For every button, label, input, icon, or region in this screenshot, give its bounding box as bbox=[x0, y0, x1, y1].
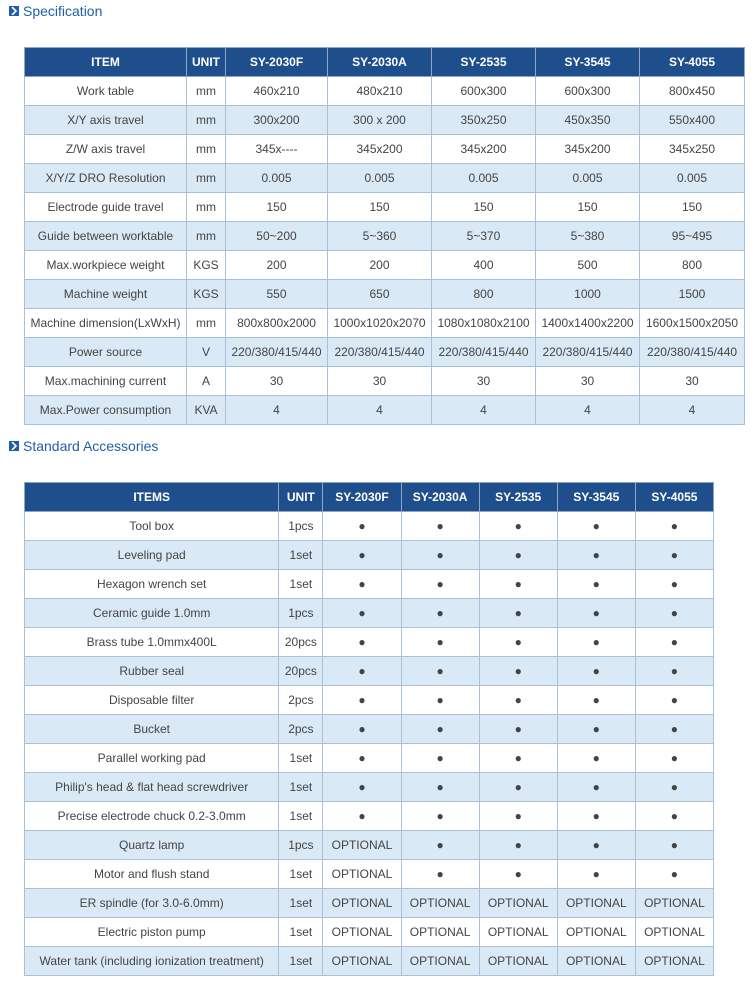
table-header-row bbox=[25, 483, 714, 512]
row-label-cell: Philip's head & flat head screwdriver bbox=[25, 773, 279, 802]
value-cell: ● bbox=[323, 628, 401, 657]
value-cell: 480x210 bbox=[328, 77, 432, 106]
row-label-cell: Max.workpiece weight bbox=[25, 251, 187, 280]
value-cell: 5~380 bbox=[536, 222, 640, 251]
value-cell: OPTIONAL bbox=[479, 918, 557, 947]
value-cell: OPTIONAL bbox=[479, 889, 557, 918]
value-cell: ● bbox=[557, 744, 635, 773]
value-cell: ● bbox=[557, 512, 635, 541]
column-header: ITEMS bbox=[25, 483, 279, 512]
unit-cell: mm bbox=[187, 77, 226, 106]
value-cell: 0.005 bbox=[536, 164, 640, 193]
value-cell: ● bbox=[479, 599, 557, 628]
value-cell: 5~370 bbox=[432, 222, 536, 251]
column-header: UNIT bbox=[187, 48, 226, 77]
value-cell: ● bbox=[479, 686, 557, 715]
value-cell: ● bbox=[557, 802, 635, 831]
value-cell: 30 bbox=[328, 367, 432, 396]
value-cell: ● bbox=[557, 773, 635, 802]
value-cell: ● bbox=[557, 570, 635, 599]
column-header: SY-2030F bbox=[226, 48, 328, 77]
unit-cell: mm bbox=[187, 135, 226, 164]
unit-cell: 1set bbox=[279, 802, 323, 831]
table-row bbox=[25, 164, 745, 193]
value-cell: 800x450 bbox=[640, 77, 745, 106]
unit-cell: KGS bbox=[187, 280, 226, 309]
value-cell: 650 bbox=[328, 280, 432, 309]
value-cell: ● bbox=[323, 599, 401, 628]
unit-cell: 1pcs bbox=[279, 599, 323, 628]
value-cell: 30 bbox=[226, 367, 328, 396]
value-cell: ● bbox=[557, 860, 635, 889]
table-row bbox=[25, 686, 714, 715]
value-cell: OPTIONAL bbox=[557, 947, 635, 976]
row-label-cell: Max.Power consumption bbox=[25, 396, 187, 425]
value-cell: ● bbox=[479, 715, 557, 744]
value-cell: 4 bbox=[226, 396, 328, 425]
value-cell: ● bbox=[557, 541, 635, 570]
value-cell: 345x200 bbox=[328, 135, 432, 164]
value-cell: 350x250 bbox=[432, 106, 536, 135]
value-cell: 1600x1500x2050 bbox=[640, 309, 745, 338]
value-cell: 800 bbox=[640, 251, 745, 280]
value-cell: ● bbox=[635, 860, 713, 889]
value-cell: 300x200 bbox=[226, 106, 328, 135]
value-cell: ● bbox=[323, 744, 401, 773]
value-cell: 220/380/415/440 bbox=[226, 338, 328, 367]
value-cell: ● bbox=[479, 773, 557, 802]
value-cell: 1080x1080x2100 bbox=[432, 309, 536, 338]
row-label-cell: Disposable filter bbox=[25, 686, 279, 715]
value-cell: OPTIONAL bbox=[557, 889, 635, 918]
table-row bbox=[25, 396, 745, 425]
value-cell: ● bbox=[479, 628, 557, 657]
value-cell: 1500 bbox=[640, 280, 745, 309]
table-row bbox=[25, 541, 714, 570]
value-cell: ● bbox=[635, 831, 713, 860]
row-label-cell: Max.machining current bbox=[25, 367, 187, 396]
row-label-cell: Machine dimension(LxWxH) bbox=[25, 309, 187, 338]
unit-cell: mm bbox=[187, 309, 226, 338]
row-label-cell: Brass tube 1.0mmx400L bbox=[25, 628, 279, 657]
row-label-cell: Tool box bbox=[25, 512, 279, 541]
chevron-right-icon bbox=[9, 6, 19, 16]
value-cell: ● bbox=[401, 541, 479, 570]
value-cell: 50~200 bbox=[226, 222, 328, 251]
specification-table bbox=[24, 47, 745, 425]
value-cell: OPTIONAL bbox=[479, 947, 557, 976]
table-row bbox=[25, 251, 745, 280]
table-row bbox=[25, 367, 745, 396]
value-cell: 150 bbox=[328, 193, 432, 222]
value-cell: 150 bbox=[432, 193, 536, 222]
value-cell: 30 bbox=[432, 367, 536, 396]
row-label-cell: Precise electrode chuck 0.2-3.0mm bbox=[25, 802, 279, 831]
value-cell: ● bbox=[635, 773, 713, 802]
value-cell: ● bbox=[479, 802, 557, 831]
unit-cell: 1set bbox=[279, 918, 323, 947]
value-cell: 150 bbox=[536, 193, 640, 222]
row-label-cell: Guide between worktable bbox=[25, 222, 187, 251]
value-cell: OPTIONAL bbox=[323, 947, 401, 976]
value-cell: ● bbox=[323, 657, 401, 686]
value-cell: ● bbox=[401, 744, 479, 773]
value-cell: ● bbox=[635, 628, 713, 657]
value-cell: OPTIONAL bbox=[635, 947, 713, 976]
row-label-cell: X/Y axis travel bbox=[25, 106, 187, 135]
value-cell: 150 bbox=[640, 193, 745, 222]
value-cell: 150 bbox=[226, 193, 328, 222]
unit-cell: V bbox=[187, 338, 226, 367]
value-cell: ● bbox=[401, 599, 479, 628]
unit-cell: 1pcs bbox=[279, 831, 323, 860]
row-label-cell: Parallel working pad bbox=[25, 744, 279, 773]
table-row bbox=[25, 889, 714, 918]
value-cell: ● bbox=[479, 570, 557, 599]
unit-cell: 20pcs bbox=[279, 628, 323, 657]
value-cell: ● bbox=[635, 512, 713, 541]
value-cell: ● bbox=[401, 831, 479, 860]
value-cell: 0.005 bbox=[640, 164, 745, 193]
table-header-row bbox=[25, 48, 745, 77]
value-cell: ● bbox=[635, 657, 713, 686]
table-row bbox=[25, 802, 714, 831]
value-cell: ● bbox=[323, 773, 401, 802]
value-cell: 0.005 bbox=[328, 164, 432, 193]
value-cell: 800 bbox=[432, 280, 536, 309]
column-header: SY-3545 bbox=[536, 48, 640, 77]
table-row bbox=[25, 106, 745, 135]
row-label-cell: Work table bbox=[25, 77, 187, 106]
value-cell: 500 bbox=[536, 251, 640, 280]
value-cell: OPTIONAL bbox=[635, 889, 713, 918]
unit-cell: 2pcs bbox=[279, 686, 323, 715]
column-header: SY-2535 bbox=[432, 48, 536, 77]
column-header: SY-2030A bbox=[328, 48, 432, 77]
value-cell: 450x350 bbox=[536, 106, 640, 135]
value-cell: 220/380/415/440 bbox=[432, 338, 536, 367]
table-row bbox=[25, 338, 745, 367]
row-label-cell: Power source bbox=[25, 338, 187, 367]
value-cell: 5~360 bbox=[328, 222, 432, 251]
value-cell: OPTIONAL bbox=[323, 860, 401, 889]
table-row bbox=[25, 222, 745, 251]
value-cell: 220/380/415/440 bbox=[536, 338, 640, 367]
row-label-cell: X/Y/Z DRO Resolution bbox=[25, 164, 187, 193]
unit-cell: 1set bbox=[279, 773, 323, 802]
value-cell: ● bbox=[635, 744, 713, 773]
table-row bbox=[25, 947, 714, 976]
chevron-right-icon bbox=[9, 441, 19, 451]
table-row bbox=[25, 628, 714, 657]
unit-cell: 1set bbox=[279, 860, 323, 889]
row-label-cell: Bucket bbox=[25, 715, 279, 744]
value-cell: ● bbox=[401, 628, 479, 657]
unit-cell: 1pcs bbox=[279, 512, 323, 541]
table-row bbox=[25, 860, 714, 889]
value-cell: ● bbox=[635, 715, 713, 744]
unit-cell: mm bbox=[187, 222, 226, 251]
specification-title: Specification bbox=[23, 3, 103, 19]
value-cell: 400 bbox=[432, 251, 536, 280]
row-label-cell: Machine weight bbox=[25, 280, 187, 309]
table-row bbox=[25, 570, 714, 599]
value-cell: OPTIONAL bbox=[323, 889, 401, 918]
value-cell: ● bbox=[557, 599, 635, 628]
value-cell: OPTIONAL bbox=[401, 947, 479, 976]
value-cell: 30 bbox=[536, 367, 640, 396]
value-cell: 460x210 bbox=[226, 77, 328, 106]
row-label-cell: Quartz lamp bbox=[25, 831, 279, 860]
value-cell: 1000 bbox=[536, 280, 640, 309]
value-cell: 220/380/415/440 bbox=[328, 338, 432, 367]
value-cell: ● bbox=[323, 541, 401, 570]
value-cell: ● bbox=[401, 860, 479, 889]
column-header: UNIT bbox=[279, 483, 323, 512]
value-cell: ● bbox=[635, 570, 713, 599]
unit-cell: 2pcs bbox=[279, 715, 323, 744]
value-cell: ● bbox=[479, 512, 557, 541]
accessories-title: Standard Accessories bbox=[23, 438, 159, 454]
value-cell: ● bbox=[557, 628, 635, 657]
unit-cell: 1set bbox=[279, 570, 323, 599]
value-cell: 4 bbox=[536, 396, 640, 425]
value-cell: 200 bbox=[328, 251, 432, 280]
value-cell: ● bbox=[323, 802, 401, 831]
value-cell: 30 bbox=[640, 367, 745, 396]
value-cell: ● bbox=[401, 715, 479, 744]
value-cell: 600x300 bbox=[432, 77, 536, 106]
column-header: SY-2030F bbox=[323, 483, 401, 512]
table-row bbox=[25, 715, 714, 744]
value-cell: 345x---- bbox=[226, 135, 328, 164]
table-row bbox=[25, 744, 714, 773]
value-cell: 200 bbox=[226, 251, 328, 280]
row-label-cell: Electric piston pump bbox=[25, 918, 279, 947]
table-row bbox=[25, 77, 745, 106]
row-label-cell: Water tank (including ionization treatment) bbox=[25, 947, 279, 976]
column-header: SY-3545 bbox=[557, 483, 635, 512]
unit-cell: 1set bbox=[279, 889, 323, 918]
value-cell: 345x200 bbox=[536, 135, 640, 164]
value-cell: ● bbox=[323, 570, 401, 599]
value-cell: ● bbox=[401, 773, 479, 802]
value-cell: ● bbox=[557, 715, 635, 744]
table-row bbox=[25, 918, 714, 947]
value-cell: ● bbox=[401, 686, 479, 715]
row-label-cell: Rubber seal bbox=[25, 657, 279, 686]
table-row bbox=[25, 831, 714, 860]
value-cell: 300 x 200 bbox=[328, 106, 432, 135]
value-cell: 600x300 bbox=[536, 77, 640, 106]
value-cell: 4 bbox=[432, 396, 536, 425]
value-cell: OPTIONAL bbox=[401, 918, 479, 947]
specification-heading bbox=[9, 3, 102, 19]
accessories-heading bbox=[9, 438, 158, 454]
value-cell: ● bbox=[635, 599, 713, 628]
value-cell: ● bbox=[401, 570, 479, 599]
value-cell: 800x800x2000 bbox=[226, 309, 328, 338]
column-header: ITEM bbox=[25, 48, 187, 77]
unit-cell: 1set bbox=[279, 744, 323, 773]
value-cell: ● bbox=[557, 686, 635, 715]
value-cell: OPTIONAL bbox=[401, 889, 479, 918]
unit-cell: A bbox=[187, 367, 226, 396]
column-header: SY-2535 bbox=[479, 483, 557, 512]
value-cell: ● bbox=[635, 541, 713, 570]
value-cell: OPTIONAL bbox=[635, 918, 713, 947]
value-cell: ● bbox=[635, 686, 713, 715]
value-cell: ● bbox=[401, 802, 479, 831]
value-cell: 4 bbox=[640, 396, 745, 425]
value-cell: ● bbox=[557, 831, 635, 860]
unit-cell: 1set bbox=[279, 947, 323, 976]
table-row bbox=[25, 280, 745, 309]
row-label-cell: Electrode guide travel bbox=[25, 193, 187, 222]
value-cell: OPTIONAL bbox=[557, 918, 635, 947]
value-cell: ● bbox=[557, 657, 635, 686]
value-cell: 4 bbox=[328, 396, 432, 425]
value-cell: ● bbox=[401, 512, 479, 541]
row-label-cell: ER spindle (for 3.0-6.0mm) bbox=[25, 889, 279, 918]
table-row bbox=[25, 657, 714, 686]
table-row bbox=[25, 193, 745, 222]
row-label-cell: Motor and flush stand bbox=[25, 860, 279, 889]
value-cell: ● bbox=[323, 512, 401, 541]
column-header: SY-2030A bbox=[401, 483, 479, 512]
value-cell: ● bbox=[323, 686, 401, 715]
unit-cell: mm bbox=[187, 193, 226, 222]
value-cell: OPTIONAL bbox=[323, 918, 401, 947]
value-cell: 0.005 bbox=[432, 164, 536, 193]
table-row bbox=[25, 135, 745, 164]
row-label-cell: Hexagon wrench set bbox=[25, 570, 279, 599]
value-cell: ● bbox=[479, 657, 557, 686]
row-label-cell: Ceramic guide 1.0mm bbox=[25, 599, 279, 628]
unit-cell: KGS bbox=[187, 251, 226, 280]
value-cell: 1400x1400x2200 bbox=[536, 309, 640, 338]
value-cell: 1000x1020x2070 bbox=[328, 309, 432, 338]
value-cell: ● bbox=[323, 715, 401, 744]
value-cell: 220/380/415/440 bbox=[640, 338, 745, 367]
value-cell: ● bbox=[635, 802, 713, 831]
value-cell: ● bbox=[479, 831, 557, 860]
value-cell: ● bbox=[479, 744, 557, 773]
value-cell: 550x400 bbox=[640, 106, 745, 135]
row-label-cell: Leveling pad bbox=[25, 541, 279, 570]
value-cell: 0.005 bbox=[226, 164, 328, 193]
value-cell: ● bbox=[479, 541, 557, 570]
value-cell: OPTIONAL bbox=[323, 831, 401, 860]
table-row bbox=[25, 512, 714, 541]
value-cell: 95~495 bbox=[640, 222, 745, 251]
row-label-cell: Z/W axis travel bbox=[25, 135, 187, 164]
unit-cell: KVA bbox=[187, 396, 226, 425]
value-cell: ● bbox=[401, 657, 479, 686]
table-row bbox=[25, 309, 745, 338]
table-row bbox=[25, 599, 714, 628]
column-header: SY-4055 bbox=[635, 483, 713, 512]
value-cell: ● bbox=[479, 860, 557, 889]
unit-cell: 20pcs bbox=[279, 657, 323, 686]
table-row bbox=[25, 773, 714, 802]
value-cell: 345x200 bbox=[432, 135, 536, 164]
value-cell: 550 bbox=[226, 280, 328, 309]
accessories-table bbox=[24, 482, 714, 976]
value-cell: 345x250 bbox=[640, 135, 745, 164]
column-header: SY-4055 bbox=[640, 48, 745, 77]
unit-cell: 1set bbox=[279, 541, 323, 570]
unit-cell: mm bbox=[187, 106, 226, 135]
unit-cell: mm bbox=[187, 164, 226, 193]
